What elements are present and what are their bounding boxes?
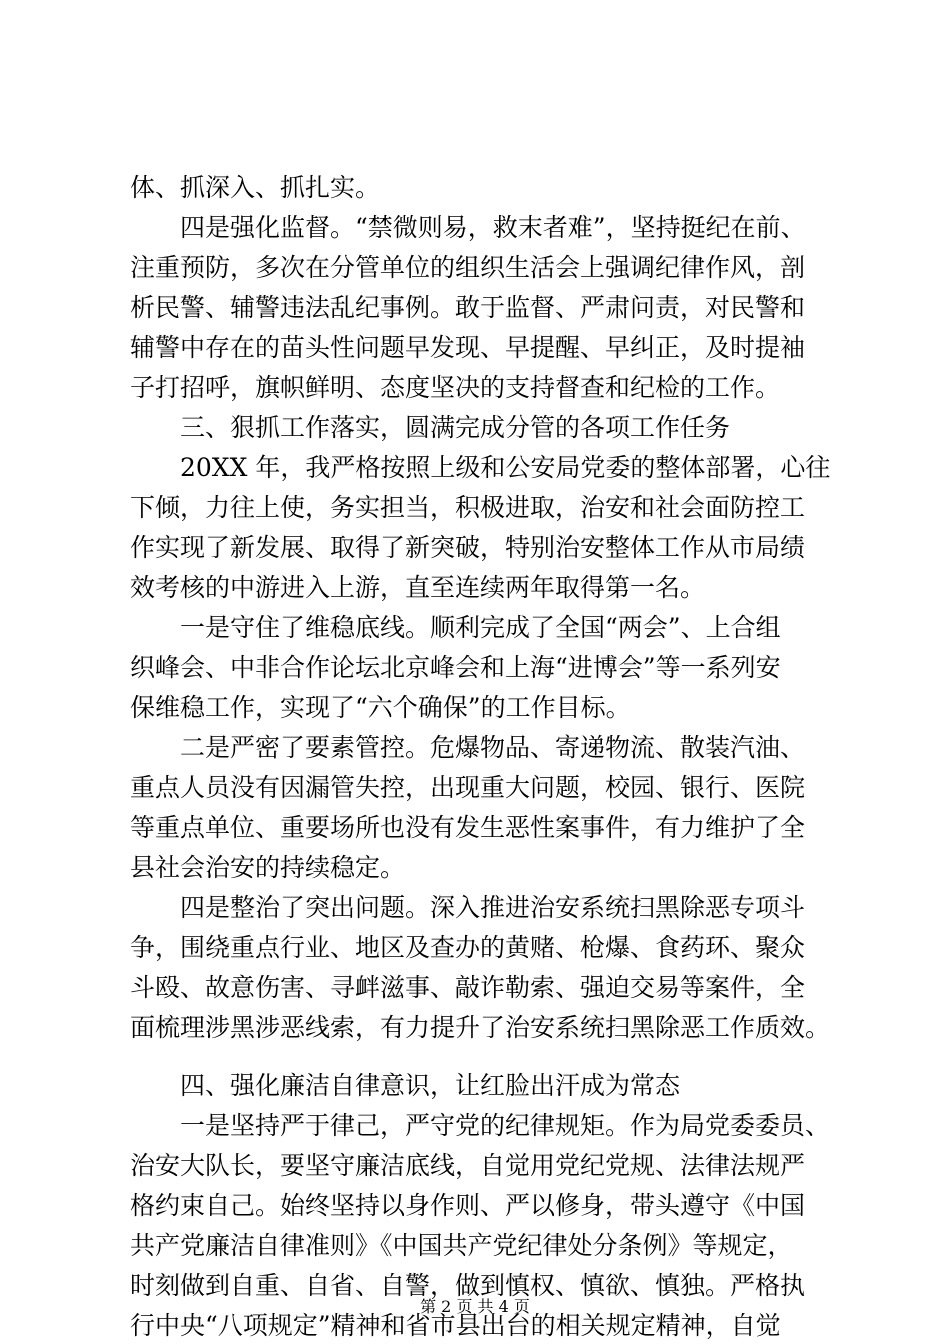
- text-line: 斗殴、故意伤害、寻衅滋事、敲诈勒索、强迫交易等案件，全: [130, 973, 806, 1002]
- text-line: 体、抓深入、抓扎实。: [130, 173, 381, 202]
- section-heading-3: 三、狠抓工作落实，圆满完成分管的各项工作任务: [180, 413, 731, 442]
- text-line: 格约束自己。始终坚持以身作则、严以修身，带头遵守《中国: [130, 1191, 806, 1220]
- text-line: 织峰会、中非合作论坛北京峰会和上海“进博会”等一系列安: [130, 653, 781, 682]
- text-line: 县社会治安的持续稳定。: [130, 853, 406, 882]
- text-line: 行中央“八项规定”精神和省市县出台的相关规定精神，自觉: [130, 1311, 781, 1340]
- text-line: 注重预防，多次在分管单位的组织生活会上强调纪律作风，剖: [130, 253, 806, 282]
- text-line: 下倾，力往上使，务实担当，积极进取，治安和社会面防控工: [130, 493, 806, 522]
- text-line: 共产党廉洁自律准则》《中国共产党纪律处分条例》等规定，: [130, 1231, 793, 1260]
- text-line: 辅警中存在的苗头性问题早发现、早提醒、早纠正，及时提袖: [130, 333, 806, 362]
- text-line: 争，围绕重点行业、地区及查办的黄赌、枪爆、食药环、聚众: [130, 933, 806, 962]
- text-line: 保维稳工作，实现了“六个确保”的工作目标。: [130, 693, 631, 722]
- text-line: 治安大队长，要坚守廉洁底线，自觉用党纪党规、法律法规严: [130, 1151, 806, 1180]
- text-line: 时刻做到自重、自省、自警，做到慎权、慎欲、慎独。严格执: [130, 1271, 806, 1300]
- text-line: 析民警、辅警违法乱纪事例。敢于监督、严肃问责，对民警和: [130, 293, 806, 322]
- text-line: 重点人员没有因漏管失控，出现重大问题，校园、银行、医院: [130, 773, 806, 802]
- text-line: 效考核的中游进入上游，直至连续两年取得第一名。: [130, 573, 706, 602]
- text-line: 子打招呼，旗帜鲜明、态度坚决的支持督查和纪检的工作。: [130, 373, 781, 402]
- text-line: 面梳理涉黑涉恶线索，有力提升了治安系统扫黑除恶工作质效。: [130, 1013, 831, 1042]
- paragraph-first-line: 一是坚持严于律己，严守党的纪律规矩。作为局党委委员、: [180, 1111, 831, 1140]
- section-heading-4: 四、强化廉洁自律意识，让红脸出汗成为常态: [180, 1071, 681, 1100]
- paragraph-first-line: 一是守住了维稳底线。顺利完成了全国“两会”、上合组: [180, 613, 781, 642]
- text-line: 等重点单位、重要场所也没有发生恶性案事件，有力维护了全: [130, 813, 806, 842]
- paragraph-first-line: 四是整治了突出问题。深入推进治安系统扫黑除恶专项斗: [180, 893, 806, 922]
- paragraph-first-line: 二是严密了要素管控。危爆物品、寄递物流、散装汽油、: [180, 733, 806, 762]
- page-number-footer: 第 2 页 共 4 页: [420, 1297, 530, 1316]
- text-line: 作实现了新发展、取得了新突破，特别治安整体工作从市局绩: [130, 533, 806, 562]
- paragraph-first-line: 四是强化监督。“禁微则易，救末者难”，坚持挺纪在前、: [180, 213, 806, 242]
- paragraph-first-line: 20XX 年，我严格按照上级和公安局党委的整体部署，心往: [180, 453, 831, 482]
